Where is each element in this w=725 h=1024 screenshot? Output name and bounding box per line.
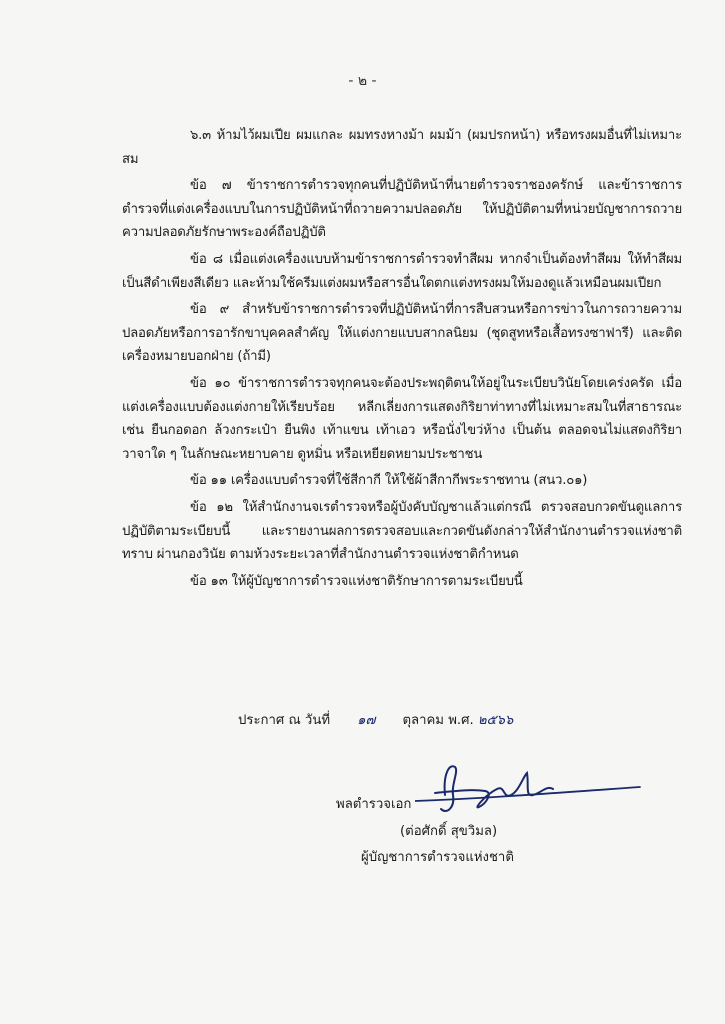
announcement-month: ตุลาคม พ.ศ. (402, 713, 474, 728)
handwritten-signature (415, 755, 645, 825)
signatory-name: (ต่อศักดิ์ สุขวิมล) (400, 824, 498, 839)
clause-6-3: ๖.๓ ห้ามไว้ผมเปีย ผมแกละ ผมทรงหางม้า ผมม้า (ผมปรกหน้า) หรือทรงผมอื่นที่ไม่เหมาะสม (122, 128, 682, 167)
document-body (122, 124, 682, 596)
clause-8: ข้อ ๘ เมื่อแต่งเครื่องแบบห้ามข้าราชการตำรวจทำสีผม หากจำเป็นต้องทำสีผม ให้ทำสีผมเป็นสีดำเพียงสีเดียว และห้ามใช้ครีมแต่งผมหรือสารอื่นใดตกแต่งทรงผมให้มองดูแล้วเหมือนผมเปียก (122, 251, 682, 291)
announcement-date (238, 709, 513, 730)
clause-7: ข้อ ๗ ข้าราชการตำรวจทุกคนที่ปฏิบัติหน้าที่นายตำรวจราชองครักษ์ และข้าราชการตำรวจที่แต่งเครื่องแบบในการปฏิบัติหน้าที่ถวายความปลอดภัย ให้ปฏิบัติตามที่หน่วยบัญชาการถวายความปลอดภัยรักษาพระองค์ถือปฏิบัติ (122, 178, 682, 241)
page-number: - ๒ - (348, 73, 377, 89)
clause-13: ข้อ ๑๓ ให้ผู้บัญชาการตำรวจแห่งชาติรักษาการตามระเบียบนี้ (190, 573, 523, 589)
announcement-prefix: ประกาศ ณ วันที่ (238, 713, 331, 728)
clause-11: ข้อ ๑๑ เครื่องแบบตำรวจที่ใช้สีกากี ให้ใช้ผ้าสีกากีพระราชทาน (สนว.๐๑) (190, 473, 588, 489)
announcement-day: ๑๗ (357, 713, 376, 728)
clause-12: ข้อ ๑๒ ให้สำนักงานจเรตำรวจหรือผู้บังคับบัญชาแล้วแต่กรณี ตรวจสอบกวดขันดูแลการปฏิบัติตามระเบียบนี้ และรายงานผลการตรวจสอบและกวดขันดังกล่าวให้สำนักงานตำรวจแห่งชาติทราบ ผ่านกองวินัย ตามห้วงระยะเวลาที่สำนักงานตำรวจแห่งชาติกำหนด (122, 499, 682, 563)
clause-10: ข้อ ๑๐ ข้าราชการตำรวจทุกคนจะต้องประพฤติตนให้อยู่ในระเบียบวินัยโดยเคร่งครัด เมื่อแต่งเครื่องแบบต้องแต่งกายให้เรียบร้อย หลีกเลี่ยงการแสดงกิริยาท่าทางที่ไม่เหมาะสมในที่สาธารณะ เช่น ยืนกอดอก ล้วงกระเป๋า ยืนพิง เท้าแขน เท้าเอว หรือนั่งไขว่ห้าง เป็นต้น ตลอดจนไม่แสดงกิริยาวาจาใด ๆ ในลักษณะหยาบคาย ดูหมิ่น หรือเหยียดหยามประชาชน (122, 375, 682, 462)
signatory-rank: พลตำรวจเอก (336, 797, 412, 812)
clause-9: ข้อ ๙ สำหรับข้าราชการตำรวจที่ปฏิบัติหน้าที่การสืบสวนหรือการข่าวในการถวายความปลอดภัยหรือการอารักขาบุคคลสำคัญ ให้แต่งกายแบบสากลนิยม (ชุดสูทหรือเสื้อทรงซาฟารี) และติดเครื่องหมายบอกฝ่าย (ถ้ามี) (122, 302, 682, 365)
announcement-year: ๒๕๖๖ (477, 713, 514, 728)
signatory-title: ผู้บัญชาการตำรวจแห่งชาติ (361, 850, 514, 865)
